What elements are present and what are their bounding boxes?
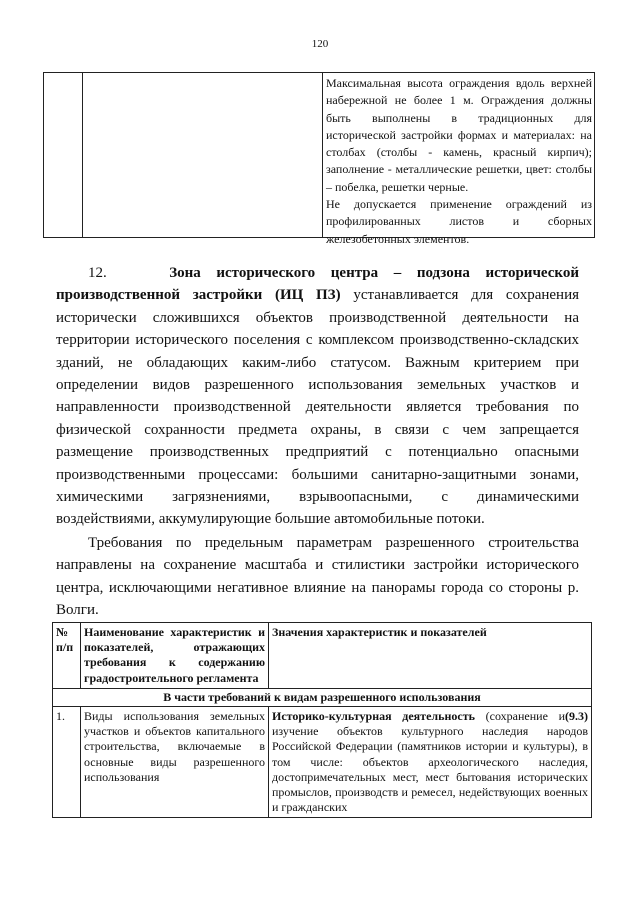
paragraph-number: 12. [88, 265, 107, 281]
table-cell-name [82, 73, 323, 237]
table-cell-values [326, 75, 592, 248]
fence-prohibition-text: Не допускается применение ограждений из профилированных листов и сборных железобетонных элементов. [326, 197, 592, 246]
table-section-row [53, 688, 592, 706]
page-number: 120 [311, 38, 329, 50]
use-code: (9.3) [565, 709, 588, 724]
fence-height-text: Максимальная высота ограждения вдоль верхней набережной не более 1 м. Ограждения должны быть выполнены в традиционных для исторической застройки формах и материалах: на столбах (столбы - камень, красный кирпич); заполнение - металлические решетки, цвет: столбы – побелка, решетки черные. [326, 76, 592, 194]
table-header-row [53, 623, 592, 689]
table-cell-number [44, 73, 83, 237]
table-row [53, 707, 592, 818]
header-values: Значения характеристик и показателей [269, 623, 592, 689]
zone-heading: Зона исторического центра – подзона исторической производственной застройки (ИЦ ПЗ) [56, 265, 579, 304]
use-title: Историко-культурная деятельность [272, 709, 475, 724]
zone-description: устанавливается для сохранения исторически сложившихся объектов производственной деятельности на территории исторического поселения с комплексом производственно-складских зданий, не обладающих каким-либо статусом. Важным критерием при определении видов разрешенного использования земельных участков и направленности производственной деятельности является требования по физической сохранности предмета охраны, в связи с чем запрещается размещение производственных предприятий с потенциально опасными производственными процессами: большими санитарно-защитными зонами, химическими загрязнениями, взрывоопасными, с динамическими воздействиями, аккумулирующие большие автомобильные потоки. [56, 287, 579, 528]
continuation-table [43, 72, 595, 246]
row-number: 1. [53, 707, 81, 818]
requirements-paragraph: Требования по предельным параметрам разрешенного строительства направлены на сохранение масштаба и стилистики застройки исторического центра, исключающими негативное влияние на панорамы города со стороны р. Волги. [56, 535, 579, 619]
header-name: Наименование характеристик и показателей, отражающих требования к содержанию градостроительного регламента [81, 623, 269, 689]
regulations-table [52, 622, 592, 818]
row-values [269, 707, 592, 818]
row-name: Виды использования земельных участков и объектов капитального строительства, включаемые в основные виды разрешенного использования [81, 707, 269, 818]
paragraph-12 [56, 262, 579, 531]
use-text: (сохранение и изучение объектов культурного наследия народов Российской Федерации (памятников истории и культуры), в том числе: объектов археологического наследия, достопримечательных мест, мест бытования исторических промыслов, производств и ремесел, недействующих военных и гражданских [272, 709, 588, 815]
section-title: В части требований к видам разрешенного использования [53, 688, 592, 706]
header-number: № п/п [53, 623, 81, 689]
